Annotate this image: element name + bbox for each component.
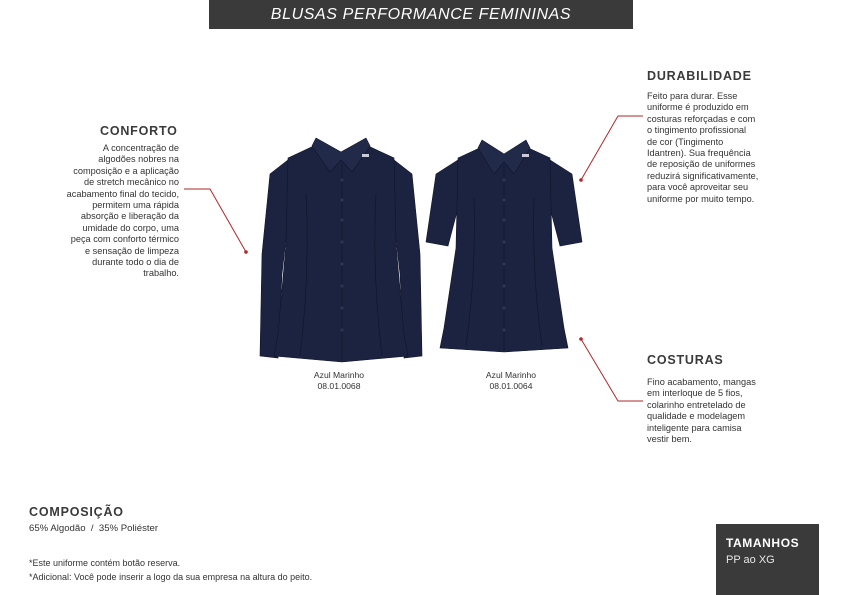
conforto-line: trabalho. bbox=[143, 268, 179, 279]
durabilidade-heading: DURABILIDADE bbox=[647, 69, 752, 83]
durabilidade-line: o tingimento profissional bbox=[647, 125, 747, 136]
durabilidade-line: costuras reforçadas e com bbox=[647, 113, 756, 124]
conforto-line: peça com conforto térmico bbox=[70, 234, 179, 245]
conforto-line: A concentração de bbox=[102, 143, 179, 153]
conforto-line: umidade do corpo, uma bbox=[82, 222, 179, 233]
durabilidade-connector bbox=[581, 116, 643, 180]
conforto-connector bbox=[184, 189, 246, 252]
sizes-range: PP ao XG bbox=[726, 554, 775, 566]
composition-text: 65% Algodão / 35% Poliéster bbox=[29, 523, 159, 534]
conforto-line: acabamento final do tecido, bbox=[66, 188, 179, 199]
costuras-line: qualidade e modelagem bbox=[647, 411, 746, 422]
conforto-line: de stretch mecânico no bbox=[84, 177, 179, 188]
conforto-line: algodões nobres na bbox=[98, 154, 179, 165]
durabilidade-line: uniforme é produzido em bbox=[647, 102, 749, 113]
conforto-text bbox=[40, 143, 179, 280]
conforto-line: durante todo o dia de bbox=[92, 257, 179, 268]
product-color-name: Azul Marinho bbox=[485, 370, 537, 380]
durabilidade-line: reduzirá significativamente, bbox=[647, 170, 759, 181]
sizes-box bbox=[716, 524, 819, 595]
product-caption-long bbox=[284, 370, 394, 392]
costuras-text bbox=[647, 377, 807, 445]
costuras-line: colarinho entretelado de bbox=[647, 399, 746, 410]
conforto-heading: CONFORTO bbox=[100, 124, 178, 138]
durabilidade-line: de reposição de uniformes bbox=[647, 159, 756, 170]
conforto-connector-dot bbox=[244, 250, 248, 254]
durabilidade-line: de cor (Tingimento bbox=[647, 136, 724, 147]
product-code: 08.01.0068 bbox=[317, 381, 361, 391]
costuras-line: inteligente para camisa bbox=[647, 422, 742, 433]
sizes-heading: TAMANHOS bbox=[726, 536, 800, 550]
conforto-line: absorção e liberação da bbox=[80, 211, 179, 222]
left-sleeve bbox=[426, 160, 458, 246]
costuras-connector bbox=[581, 339, 643, 401]
conforto-line: composição e a aplicação bbox=[73, 165, 179, 176]
durabilidade-line: uniforme por muito tempo. bbox=[647, 193, 755, 204]
costuras-line: em interloque de 5 fios, bbox=[647, 388, 743, 399]
durabilidade-text bbox=[647, 91, 807, 205]
costuras-line: Fino acabamento, mangas bbox=[647, 377, 756, 387]
right-sleeve bbox=[550, 160, 582, 246]
conforto-line: e sensação de limpeza bbox=[85, 245, 179, 256]
note-logo: *Adicional: Você pode inserir a logo da sua empresa na altura do peito. bbox=[29, 572, 313, 582]
durabilidade-line: Feito para durar. Esse bbox=[647, 91, 738, 101]
durabilidade-line: Idantren). Sua frequência bbox=[647, 148, 751, 159]
composition-heading: COMPOSIÇÃO bbox=[29, 505, 124, 519]
page-title: BLUSAS PERFORMANCE FEMININAS bbox=[270, 5, 572, 23]
short-sleeve-blouse-image bbox=[424, 138, 584, 354]
costuras-heading: COSTURAS bbox=[647, 353, 724, 367]
long-sleeve-blouse-image bbox=[256, 134, 426, 364]
product-color-name: Azul Marinho bbox=[313, 370, 365, 380]
conforto-line: permitem uma rápida bbox=[92, 200, 179, 211]
product-code: 08.01.0064 bbox=[489, 381, 533, 391]
note-reserve-button: *Este uniforme contém botão reserva. bbox=[29, 558, 181, 568]
durabilidade-line: para você aproveitar seu bbox=[647, 182, 749, 193]
product-caption-short bbox=[456, 370, 566, 392]
costuras-line: vestir bem. bbox=[647, 434, 692, 445]
